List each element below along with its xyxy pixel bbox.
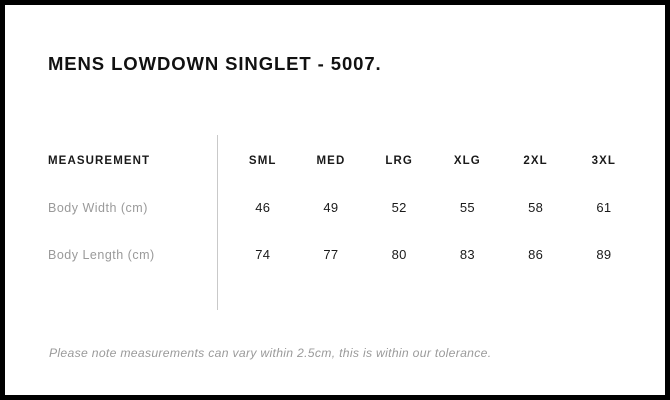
tolerance-note: Please note measurements can vary within 2.5cm, this is within our tolerance.: [49, 346, 492, 360]
cell-body-width-xlg: 55: [459, 200, 475, 215]
cell-body-width-3xl: 61: [596, 200, 612, 215]
table-header-row: [48, 137, 638, 184]
cell-body-length-lrg: 80: [391, 247, 407, 262]
row-label-body-width: Body Width (cm): [48, 200, 148, 215]
cell-body-length-xlg: 83: [459, 247, 475, 262]
size-chart-page: [5, 5, 665, 395]
size-chart-table: [48, 137, 638, 278]
cell-body-width-sml: 46: [255, 200, 271, 215]
cell-body-width-med: 49: [323, 200, 339, 215]
column-header-2xl: 2XL: [523, 154, 548, 167]
table-row: [48, 184, 638, 231]
column-header-lrg: LRG: [385, 154, 413, 167]
column-header-sml: SML: [248, 154, 277, 167]
table-row: [48, 231, 638, 278]
column-header-measurement: MEASUREMENT: [48, 154, 151, 167]
cell-body-length-3xl: 89: [596, 247, 612, 262]
page-title: MENS LOWDOWN SINGLET - 5007.: [48, 53, 382, 74]
cell-body-width-2xl: 58: [528, 200, 544, 215]
cell-body-width-lrg: 52: [391, 200, 407, 215]
column-header-3xl: 3XL: [591, 154, 617, 167]
column-header-xlg: XLG: [453, 154, 481, 167]
cell-body-length-med: 77: [323, 247, 339, 262]
cell-body-length-2xl: 86: [528, 247, 544, 262]
cell-body-length-sml: 74: [255, 247, 271, 262]
row-label-body-length: Body Length (cm): [48, 247, 155, 262]
column-header-med: MED: [316, 154, 346, 167]
